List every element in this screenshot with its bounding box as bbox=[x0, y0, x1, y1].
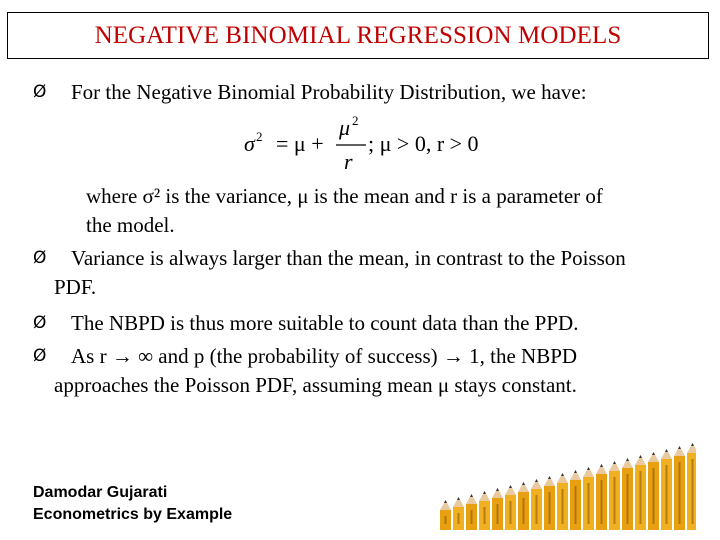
pencil-icon bbox=[518, 482, 529, 530]
pencil-icon bbox=[596, 464, 607, 530]
formula-den: r bbox=[344, 149, 353, 173]
pencil-icon bbox=[609, 461, 620, 530]
slide-title: NEGATIVE BINOMIAL REGRESSION MODELS bbox=[94, 22, 622, 49]
bullet-continuation: PDF. bbox=[54, 275, 97, 299]
pencil-icon bbox=[648, 452, 659, 530]
pencil-icon bbox=[453, 497, 464, 530]
bullet-item bbox=[33, 342, 713, 371]
pencil-icon bbox=[531, 479, 542, 530]
pencil-icon bbox=[570, 470, 581, 530]
pencil-icon bbox=[687, 443, 696, 530]
pencil-icon bbox=[505, 485, 516, 530]
pencil-icon bbox=[544, 476, 555, 530]
pencil-icon bbox=[583, 467, 594, 530]
formula-sigma: σ bbox=[244, 131, 255, 156]
formula-eq: = μ + bbox=[276, 131, 324, 156]
pencil-icon bbox=[674, 446, 685, 530]
pencil-icon bbox=[661, 449, 672, 530]
pencil-icon bbox=[557, 473, 568, 530]
pencil-icon bbox=[466, 494, 477, 530]
bullet-arrow-icon: Ø bbox=[33, 82, 47, 102]
pencil-icon bbox=[492, 488, 503, 530]
bullet-arrow-icon: Ø bbox=[33, 346, 47, 366]
pencil-icon bbox=[622, 458, 633, 530]
bullet-text: The NBPD is thus more suitable to count data than the PPD. bbox=[71, 311, 579, 335]
bullet-text: As r → ∞ and p (the probability of success) → 1, the NBPD bbox=[71, 344, 578, 368]
bullet-text: Variance is always larger than the mean, in contrast to the Poisson bbox=[71, 246, 626, 270]
pencil-icon bbox=[635, 455, 646, 530]
where-line-2: the model. bbox=[86, 213, 175, 237]
author-name: Damodar Gujarati bbox=[33, 484, 168, 501]
bullet-item bbox=[33, 309, 713, 338]
bullet-item bbox=[33, 244, 713, 273]
bullet-continuation: approaches the Poisson PDF, assuming mean μ stays constant. bbox=[54, 373, 577, 397]
pencils-illustration bbox=[438, 438, 696, 530]
where-line-1: where σ² is the variance, μ is the mean and r is a parameter of bbox=[86, 184, 603, 208]
pencil-icon bbox=[440, 500, 451, 530]
bullet-arrow-icon: Ø bbox=[33, 248, 47, 268]
bullet-item bbox=[33, 78, 713, 107]
bullet-arrow-icon: Ø bbox=[33, 313, 47, 333]
formula-num: μ bbox=[339, 115, 351, 140]
formula-num-exp: 2 bbox=[352, 113, 359, 128]
slide-title-box bbox=[7, 12, 709, 59]
author-credit bbox=[33, 482, 232, 526]
formula-sigma-exp: 2 bbox=[256, 129, 263, 144]
bullet-text: For the Negative Binomial Probability Distribution, we have: bbox=[71, 80, 587, 104]
book-title: Econometrics by Example bbox=[33, 506, 233, 523]
pencil-icon bbox=[479, 491, 490, 530]
variance-formula bbox=[244, 111, 494, 173]
formula-condition: ; μ > 0, r > 0 bbox=[368, 131, 479, 156]
